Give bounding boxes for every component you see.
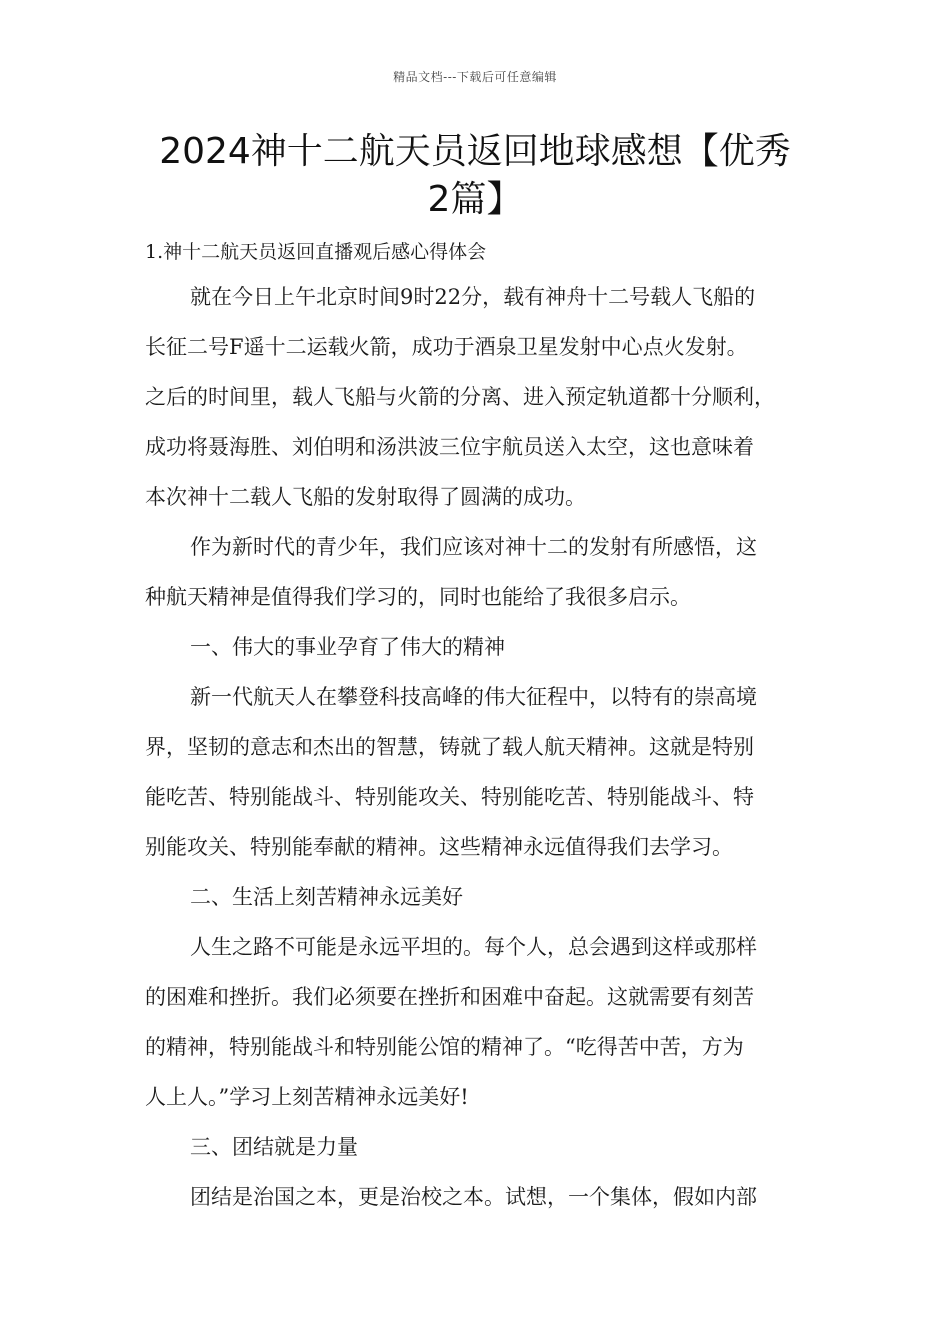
subheading: 二、生活上刻苦精神永远美好 [190,885,463,909]
subheading: 一、伟大的事业孕育了伟大的精神 [190,635,505,659]
paragraph-line: 团结是治国之本，更是治校之本。试想，一个集体，假如内部 [190,1185,757,1209]
paragraph-line: 能吃苦、特别能战斗、特别能攻关、特别能吃苦、特别能战斗、特 [145,785,754,809]
document-title [130,128,820,224]
header-note: 精品文档---下载后可任意编辑 [393,70,557,84]
paragraph-line: 之后的时间里，载人飞船与火箭的分离、进入预定轨道都十分顺利， [145,385,775,409]
paragraph-line: 种航天精神是值得我们学习的，同时也能给了我很多启示。 [145,585,691,609]
paragraph-line: 本次神十二载人飞船的发射取得了圆满的成功。 [145,485,586,509]
paragraph-line: 的困难和挫折。我们必须要在挫折和困难中奋起。这就需要有刻苦 [145,985,754,1009]
paragraph-line: 就在今日上午北京时间9时22分，载有神舟十二号载人飞船的 [190,285,756,309]
paragraph-line: 成功将聂海胜、刘伯明和汤洪波三位宇航员送入太空，这也意味着 [145,435,754,459]
paragraph-line: 长征二号F遥十二运载火箭，成功于酒泉卫星发射中心点火发射。 [145,335,748,359]
paragraph-line: 人上人。”学习上刻苦精神永远美好! [145,1085,469,1109]
paragraph-line: 的精神，特别能战斗和特别能公馆的精神了。“吃得苦中苦，方为 [145,1035,744,1059]
paragraph-line: 人生之路不可能是永远平坦的。每个人，总会遇到这样或那样 [190,935,757,959]
document-body [145,232,825,1222]
section-title: 1.神十二航天员返回直播观后感心得体会 [145,241,487,263]
paragraph-line: 新一代航天人在攀登科技高峰的伟大征程中，以特有的崇高境 [190,685,757,709]
paragraph-line: 作为新时代的青少年，我们应该对神十二的发射有所感悟，这 [190,535,757,559]
title-line-2: 2篇】 [427,179,523,220]
title-line-1: 2024神十二航天员返回地球感想【优秀 [159,131,791,172]
subheading: 三、团结就是力量 [190,1135,358,1159]
paragraph-line: 界，坚韧的意志和杰出的智慧，铸就了载人航天精神。这就是特别 [145,735,754,759]
paragraph-line: 别能攻关、特别能奉献的精神。这些精神永远值得我们去学习。 [145,835,733,859]
